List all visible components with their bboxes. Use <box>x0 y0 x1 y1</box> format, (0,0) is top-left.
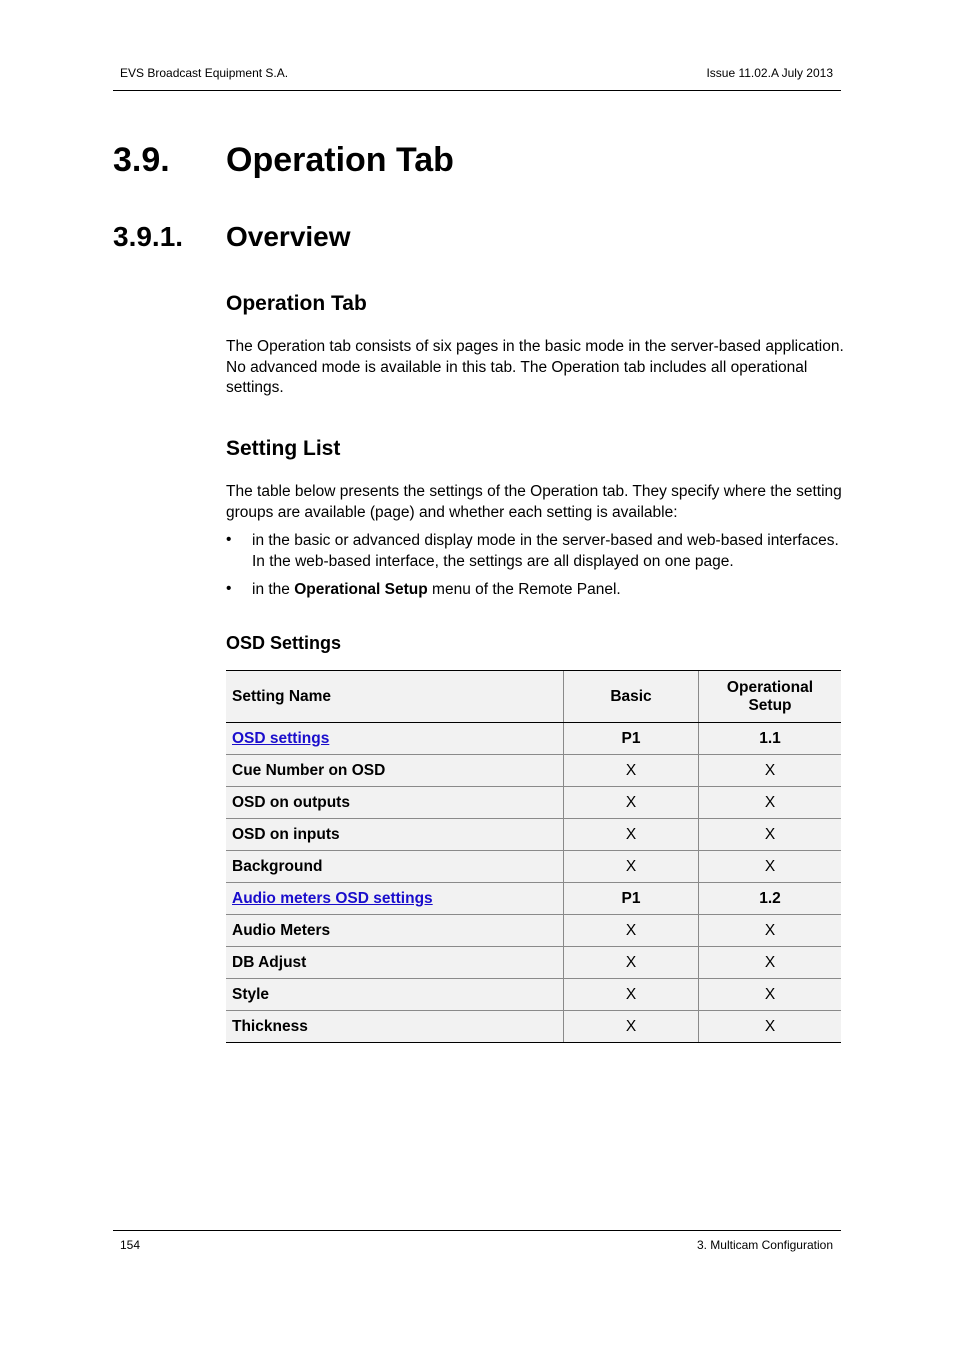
operation-tab-heading: Operation Tab <box>226 292 367 315</box>
bullet-marker: • <box>226 580 232 597</box>
header-company: EVS Broadcast Equipment S.A. <box>120 66 289 80</box>
cell-operational-setup: X <box>699 979 842 1011</box>
header-issue: Issue 11.02.A July 2013 <box>706 66 833 80</box>
section-title: Operation Tab <box>226 141 454 179</box>
paragraph-line: settings. <box>226 379 284 396</box>
cell-operational-setup: X <box>699 947 842 979</box>
cell-operational-setup: 1.2 <box>699 883 842 915</box>
cell-setting-name: Style <box>226 979 564 1011</box>
setting-list-intro <box>226 482 842 523</box>
operation-tab-paragraph <box>226 337 844 399</box>
cell-operational-setup: X <box>699 1011 842 1043</box>
cell-basic: P1 <box>564 883 699 915</box>
column-header-operational-setup <box>699 671 842 723</box>
cell-operational-setup: X <box>699 819 842 851</box>
cell-setting-name: Background <box>226 851 564 883</box>
osd-settings-link[interactable]: OSD settings <box>232 729 330 747</box>
cell-operational-setup: X <box>699 787 842 819</box>
paragraph-line: groups are available (page) and whether each setting is available: <box>226 503 678 521</box>
table-row <box>226 819 841 851</box>
cell-basic: X <box>564 915 699 947</box>
cell-setting-name: Audio Meters <box>226 915 564 947</box>
paragraph-line: The Operation tab consists of six pages in the basic mode in the server-based application. <box>226 338 844 355</box>
table-row-group <box>226 723 841 755</box>
cell-setting-name: DB Adjust <box>226 947 564 979</box>
bullet-marker: • <box>226 531 232 548</box>
audio-meters-osd-settings-link[interactable]: Audio meters OSD settings <box>232 889 433 907</box>
cell-basic: P1 <box>564 723 699 755</box>
cell-basic: X <box>564 819 699 851</box>
footer-chapter: 3. Multicam Configuration <box>696 1238 833 1252</box>
column-header-line: Setup <box>748 696 792 714</box>
bullet-item-1 <box>252 531 839 572</box>
column-header-setting-name: Setting Name <box>226 671 564 723</box>
column-header-line: Operational <box>726 678 814 696</box>
cell-operational-setup: X <box>699 915 842 947</box>
table-row <box>226 979 841 1011</box>
setting-list-heading: Setting List <box>226 437 341 460</box>
column-header-basic: Basic <box>564 671 699 723</box>
cell-basic: X <box>564 851 699 883</box>
paragraph-line: No advanced mode is available in this tab. The Operation tab includes all operational <box>226 358 808 376</box>
bullet-line: In the web-based interface, the settings are all displayed on one page. <box>252 552 734 570</box>
cell-setting-name: OSD on outputs <box>226 787 564 819</box>
footer-divider <box>113 1230 841 1231</box>
bullet-item-2 <box>252 580 621 601</box>
section-number: 3.9. <box>113 141 170 179</box>
bullet-line: in the basic or advanced display mode in the server-based and web-based interfaces. <box>252 532 839 549</box>
osd-settings-heading: OSD Settings <box>226 633 342 653</box>
cell-operational-setup: X <box>699 755 842 787</box>
table-row <box>226 915 841 947</box>
paragraph-line: The table below presents the settings of the Operation tab. They specify where the setting <box>226 483 842 500</box>
cell-basic: X <box>564 947 699 979</box>
page-number: 154 <box>120 1238 141 1252</box>
menu-name: Operational Setup <box>294 581 428 598</box>
cell-setting-name: Cue Number on OSD <box>226 755 564 787</box>
table-row <box>226 787 841 819</box>
cell-setting-name: OSD on inputs <box>226 819 564 851</box>
subsection-title: Overview <box>226 221 351 252</box>
cell-operational-setup: 1.1 <box>699 723 842 755</box>
table-row-group <box>226 883 841 915</box>
table-row <box>226 1011 841 1043</box>
table-header-row <box>226 671 841 723</box>
osd-settings-table <box>226 670 841 1043</box>
subsection-number: 3.9.1. <box>113 221 184 252</box>
table-row <box>226 947 841 979</box>
cell-setting-name: Thickness <box>226 1011 564 1043</box>
table-row <box>226 851 841 883</box>
bullet-text: in the <box>252 581 295 598</box>
cell-basic: X <box>564 755 699 787</box>
cell-operational-setup: X <box>699 851 842 883</box>
table-row <box>226 755 841 787</box>
cell-basic: X <box>564 1011 699 1043</box>
cell-basic: X <box>564 979 699 1011</box>
bullet-text: menu of the Remote Panel. <box>427 581 621 598</box>
cell-basic: X <box>564 787 699 819</box>
header-divider <box>113 90 841 91</box>
